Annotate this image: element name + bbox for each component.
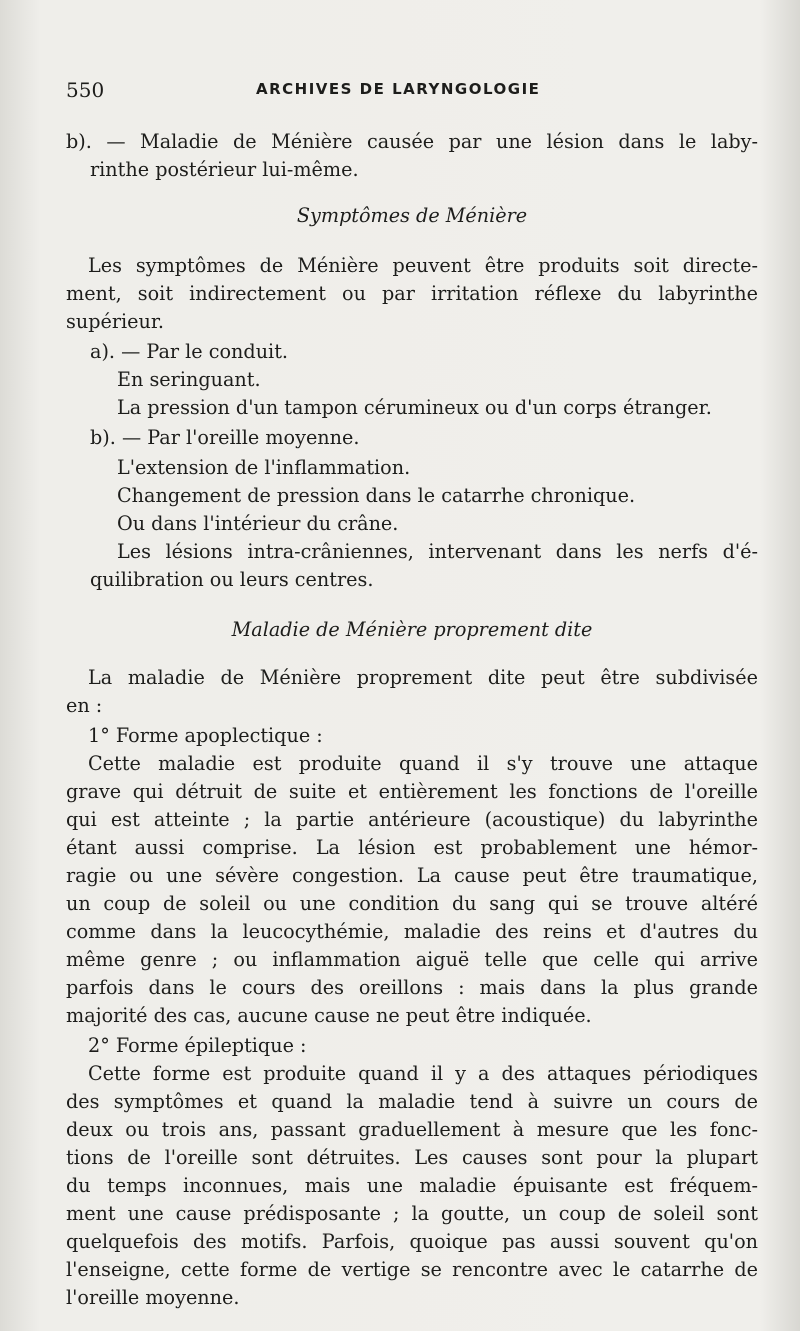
text-line: grave qui détruit de suite et entièrement les fonctions de l'oreille	[66, 780, 758, 803]
text-line: Ou dans l'intérieur du crâne.	[117, 512, 399, 535]
text-line: des symptômes et quand la maladie tend à suivre un cours de	[66, 1090, 758, 1113]
text-line: ragie ou une sévère congestion. La cause peut être traumatique,	[66, 864, 758, 887]
text-line: La pression d'un tampon cérumineux ou d'un corps étranger.	[117, 396, 712, 419]
text-line: quelquefois des motifs. Parfois, quoique pas aussi souvent qu'on	[66, 1230, 758, 1253]
text-line: étant aussi comprise. La lésion est probablement une hémor-	[66, 836, 758, 859]
text-line: même genre ; ou inflammation aiguë telle que celle qui arrive	[66, 948, 758, 971]
text-line: b). — Par l'oreille moyenne.	[90, 426, 360, 449]
text-line: qui est atteinte ; la partie antérieure (acoustique) du labyrinthe	[66, 808, 758, 831]
subsection-heading: 1° Forme apoplectique :	[88, 724, 323, 747]
text-line: Changement de pression dans le catarrhe chronique.	[117, 484, 636, 507]
text-line: rinthe postérieur lui-même.	[90, 158, 359, 181]
page-number: 550	[66, 78, 105, 102]
text-line: en :	[66, 694, 103, 717]
text-line: tions de l'oreille sont détruites. Les causes sont pour la plupart	[66, 1146, 758, 1169]
text-line: du temps inconnues, mais une maladie épuisante est fréquem-	[66, 1174, 758, 1197]
subsection-heading: 2° Forme épileptique :	[88, 1034, 307, 1057]
text-line: Les symptômes de Ménière peuvent être produits soit directe-	[88, 254, 758, 277]
text-line: L'extension de l'inflammation.	[117, 456, 411, 479]
section-heading-maladie: Maladie de Ménière proprement dite	[231, 618, 593, 641]
text-line: deux ou trois ans, passant graduellement à mesure que les fonc-	[66, 1118, 758, 1141]
text-line: supérieur.	[66, 310, 165, 333]
text-line: Cette maladie est produite quand il s'y trouve une attaque	[88, 752, 758, 775]
running-head: ARCHIVES DE LARYNGOLOGIE	[256, 80, 541, 98]
text-line: ment, soit indirectement ou par irritation réflexe du labyrinthe	[66, 282, 758, 305]
text-line: Cette forme est produite quand il y a des attaques périodiques	[88, 1062, 758, 1085]
text-line: quilibration ou leurs centres.	[90, 568, 374, 591]
text-line: un coup de soleil ou une condition du sang qui se trouve altéré	[66, 892, 758, 915]
text-line: l'enseigne, cette forme de vertige se rencontre avec le catarrhe de	[66, 1258, 758, 1281]
text-line: En seringuant.	[117, 368, 261, 391]
text-line: Les lésions intra-crâniennes, intervenant dans les nerfs d'é-	[117, 540, 758, 563]
page-header	[66, 78, 758, 106]
text-line: comme dans la leucocythémie, maladie des reins et d'autres du	[66, 920, 758, 943]
text-line: a). — Par le conduit.	[90, 340, 289, 363]
text-line: b). — Maladie de Ménière causée par une lésion dans le laby-	[66, 130, 758, 153]
text-line: majorité des cas, aucune cause ne peut être indiquée.	[66, 1004, 592, 1027]
text-line: ment une cause prédisposante ; la goutte, un coup de soleil sont	[66, 1202, 758, 1225]
section-heading-symptomes: Symptômes de Ménière	[296, 204, 528, 227]
text-line: l'oreille moyenne.	[66, 1286, 240, 1309]
text-line: La maladie de Ménière proprement dite peut être subdivisée	[88, 666, 758, 689]
text-line: parfois dans le cours des oreillons : mais dans la plus grande	[66, 976, 758, 999]
